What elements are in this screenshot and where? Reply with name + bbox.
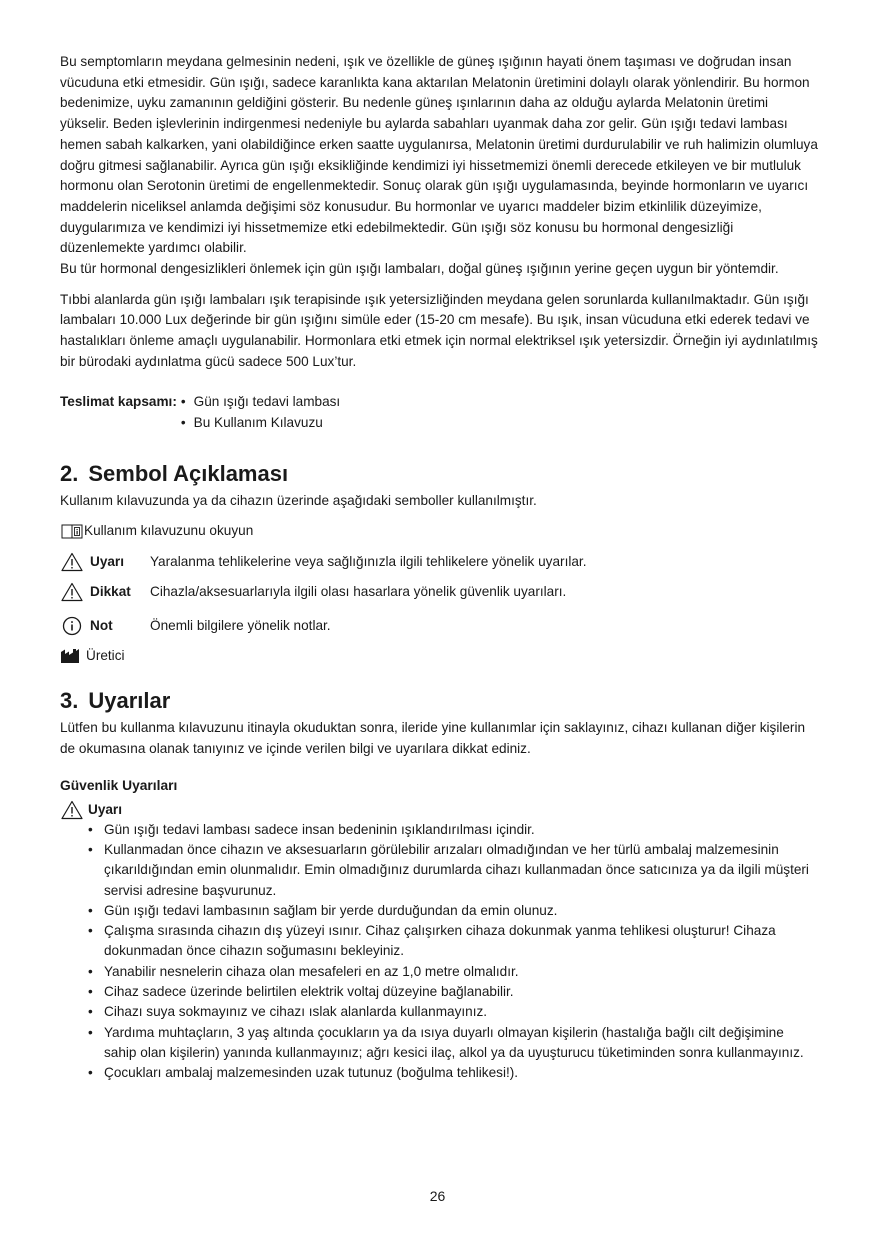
safety-bullet-list [60,820,818,1084]
symbol-manual-text: Kullanım kılavuzunu okuyun [84,523,254,539]
manufacturer-factory-icon [60,646,80,666]
list-item: • Yanabilir nesnelerin cihaza olan mesafeleri en az 1,0 metre olmalıdır. [88,962,818,982]
section-3-intro: Lütfen bu kullanma kılavuzunu itinayla okuduktan sonra, ileride yine kullanımlar için saklayınız, cihazı kullanan diğer kişilerin de okumasına olanak tanıyınız ve içinde verilen bilgi ve uyarılara dikkat ediniz. [60,720,806,756]
symbol-warning-label: Uyarı [90,554,125,570]
list-item: • Cihaz sadece üzerinde belirtilen elektrik voltaj düzeyine bağlanabilir. [88,982,818,1002]
symbol-row-note [60,616,818,636]
info-circle-icon [60,616,84,636]
delivery-item: • Gün ışığı tedavi lambası [181,391,340,412]
symbol-manufacturer-text: Üretici [86,648,125,664]
delivery-label: Teslimat kapsamı: [60,393,177,409]
safety-subheading: Güvenlik Uyarıları [60,777,178,793]
warning-triangle-icon [60,552,84,572]
safety-warning-header [60,800,818,820]
symbol-row-caution [60,582,818,602]
section-2-intro: Kullanım kılavuzunda ya da cihazın üzerinde aşağıdaki semboller kullanılmıştır. [60,492,537,508]
symbol-note-label: Not [90,618,113,634]
list-item: • Gün ışığı tedavi lambasının sağlam bir yerde durduğundan da emin olunuz. [88,901,818,921]
symbol-caution-text: Cihazla/aksesuarlarıyla ilgili olası hasarlara yönelik güvenlik uyarıları. [150,584,567,600]
section-3-title: Uyarılar [88,688,171,714]
list-item: • Gün ışığı tedavi lambası sadece insan bedeninin ışıklandırılması içindir. [88,820,818,840]
symbol-row-manufacturer [60,646,818,666]
symbol-row-warning [60,552,818,572]
symbol-note-text: Önemli bilgilere yönelik notlar. [150,618,331,634]
list-item: • Kullanmadan önce cihazın ve aksesuarların görülebilir arızaları olmadığından ve her türlü ambalaj malzemesinin çıkarıldığından emin olunmalıdır. Emin olmadığınız durumlarda cihazı kullanmadan önce satıcınıza ya da ilgili müşteri servisi adresine başvurunuz. [88,840,818,901]
symbol-row-manual [60,521,818,541]
document-page [60,52,818,1084]
list-item: • Çocukları ambalaj malzemesinden uzak tutunuz (boğulma tehlikesi!). [88,1063,818,1083]
intro-paragraph-1: Bu semptomların meydana gelmesinin nedeni, ışık ve özellikle de güneş ışığının hayati önem taşıması ve doğrudan insan vücuduna etki etmesidir. Gün ışığı, sadece karanlıkta kana aktarılan Melatonin üretimini dolaylı olarak yönlendirir. Bu hormon bedenimize, uyku zamanının geldiğini gösterir. Bu nedenle güneş ışınlarının daha az olduğu aylarda Melatonin üretimi yükselir. Beden işlevlerinin indirgenmesi nedeniyle bu aylarda sabahları uyanmak daha zor gelir. Gün ışığı tedavi lambası hemen sabah kalkarken, yani olabildiğince erken saatte uygulanırsa, Melatonin üretimi durdurulabilir ve ruh halimizin olumluya doğru gitmesi sağlanabilir. Ayrıca gün ışığı eksikliğinde kendimizi iyi hissetmemizi önemli derecede etkileyen ve bir mutluluk hormonu olan Serotonin üretimi de engellenmektedir. Sonuç olarak gün ışığı uygulamasında, beyinde hormonların ve uyarıcı maddelerin niceliksel anlamda değişimi söz konusudur. Bu hormonlar ve uyarıcı maddeler bizim etkinlilik düzeyimize, duygularımıza ve kendimizi iyi hissetmemize etki edebilmektedir. Gün ışığı söz konusu bu hormonal dengesizliği düzenlemekte yardımcı olabilir. [60,54,818,256]
list-item: • Çalışma sırasında cihazın dış yüzeyi ısınır. Cihaz çalışırken cihaza dokunmak yanma tehlikesi oluşturur! Cihaza dokunmadan önce cihazın soğumasını bekleyiniz. [88,921,818,962]
caution-triangle-icon [60,582,84,602]
delivery-item: • Bu Kullanım Kılavuzu [181,412,340,433]
intro-paragraph-2: Bu tür hormonal dengesizlikleri önlemek için gün ışığı lambaları, doğal güneş ışığının yerine geçen uygun bir yöntemdir. [60,261,779,277]
section-3-number: 3. [60,688,79,714]
section-2-heading [60,461,818,487]
warning-triangle-icon [60,800,84,820]
page-number: 26 [429,1188,446,1204]
section-3-heading [60,688,818,714]
intro-paragraph-3: Tıbbi alanlarda gün ışığı lambaları ışık terapisinde ışık yetersizliğinden meydana gelen sorunlarda kullanılmaktadır. Gün ışığı lambaları 10.000 Lux değerinde bir gün ışığını simüle eder (15-20 cm mesafe). Bu ışık, insan vücuduna etki ederek tedavi ve hastalıkları önleme amaçlı uygulanabilir. Hormonlara etki etmek için normal elektriksel ışık yetersizdir. Örneğin iyi aydınlatılmış bir bürodaki aydınlatma gücü sadece 500 Lux’tur. [60,291,818,369]
section-2-title: Sembol Açıklaması [88,460,289,486]
read-manual-icon [60,521,84,541]
delivery-list [177,391,340,433]
section-2-number: 2. [60,460,79,486]
list-item: • Cihazı suya sokmayınız ve cihazı ıslak alanlarda kullanmayınız. [88,1002,818,1022]
delivery-scope [60,391,818,433]
symbol-warning-text: Yaralanma tehlikelerine veya sağlığınızla ilgili tehlikelere yönelik uyarılar. [150,554,587,570]
symbol-caution-label: Dikkat [90,584,131,600]
safety-warning-label: Uyarı [88,801,123,817]
list-item: • Yardıma muhtaçların, 3 yaş altında çocukların ya da ısıya duyarlı olmayan kişilerin (hastalığa bağlı cilt değişimine sahip olan kişilerin) yanında kullanmayınız; ağrı kesici ilaç, alkol ya da uyuşturucu tüketiminden sonra kullanmayınız. [88,1023,818,1064]
